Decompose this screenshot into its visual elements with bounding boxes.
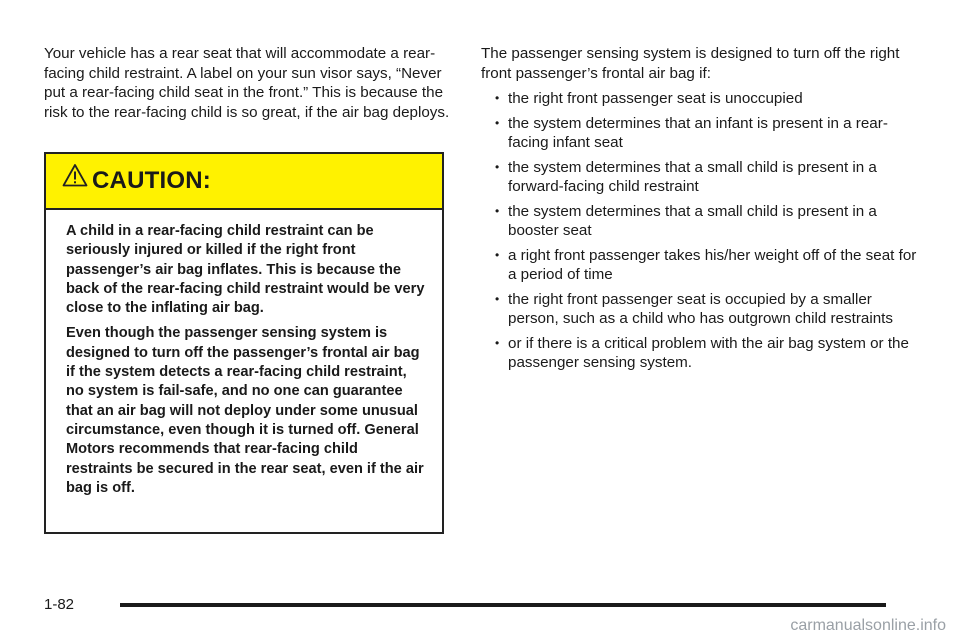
bullet-icon: • xyxy=(495,115,500,130)
list-item-text: the right front passenger seat is occupied by a smaller person, such as a child who has outgrown child restraints xyxy=(508,290,893,327)
bullet-icon: • xyxy=(495,247,500,262)
list-item xyxy=(481,290,921,329)
bullet-icon: • xyxy=(495,203,500,218)
watermark: carmanualsonline.info xyxy=(790,617,946,634)
list-item xyxy=(481,114,921,153)
bullet-icon: • xyxy=(495,91,500,105)
list-item xyxy=(481,202,921,241)
list-item xyxy=(481,246,921,285)
right-column xyxy=(481,44,921,378)
caution-paragraph: A child in a rear-facing child restraint can be seriously injured or killed if the right front passenger’s air bag inflates. This is because the back of the rear-facing child restraint would be very close to the inflating air bag. xyxy=(66,223,425,317)
caution-header xyxy=(46,154,442,210)
list-item-text: or if there is a critical problem with the air bag system or the passenger sensing system. xyxy=(508,334,909,371)
list-item-text: the system determines that a small child is present in a booster seat xyxy=(508,202,877,239)
footer-rule xyxy=(120,603,886,607)
bullet-icon: • xyxy=(495,159,500,174)
bullet-list xyxy=(481,89,921,373)
list-item-text: the system determines that an infant is present in a rear-facing infant seat xyxy=(508,114,888,151)
list-item-text: the system determines that a small child is present in a forward-facing child restraint xyxy=(508,158,877,195)
page-number: 1-82 xyxy=(44,596,75,613)
caution-body xyxy=(46,210,442,498)
caution-title: CAUTION: xyxy=(92,167,211,194)
warning-triangle-icon xyxy=(62,163,88,189)
list-item xyxy=(481,158,921,197)
caution-box xyxy=(44,152,444,534)
right-intro-paragraph: The passenger sensing system is designed to turn off the right front passenger’s frontal air bag if: xyxy=(481,45,900,82)
bullet-icon: • xyxy=(495,291,500,306)
bullet-icon: • xyxy=(495,335,500,350)
caution-paragraph: Even though the passenger sensing system is designed to turn off the passenger’s frontal air bag if the system detects a rear-facing child restraint, no system is fail-safe, and no one can guarantee that an air bag will not deploy under some unusual circumstance, even though it is turned off. General Motors recommends that rear-facing child restraints be secured in the rear seat, even if the air bag is off. xyxy=(66,325,424,496)
list-item-text: a right front passenger takes his/her weight off of the seat for a period of time xyxy=(508,246,917,283)
list-item xyxy=(481,334,921,373)
left-column xyxy=(44,44,454,122)
list-item-text: the right front passenger seat is unoccupied xyxy=(508,90,803,107)
list-item xyxy=(481,89,921,109)
left-intro-paragraph: Your vehicle has a rear seat that will accommodate a rear-facing child restraint. A label on your sun visor says, “Never put a rear-facing child seat in the front.” This is because the risk to the rear-facing child is so great, if the air bag deploys. xyxy=(44,45,450,121)
